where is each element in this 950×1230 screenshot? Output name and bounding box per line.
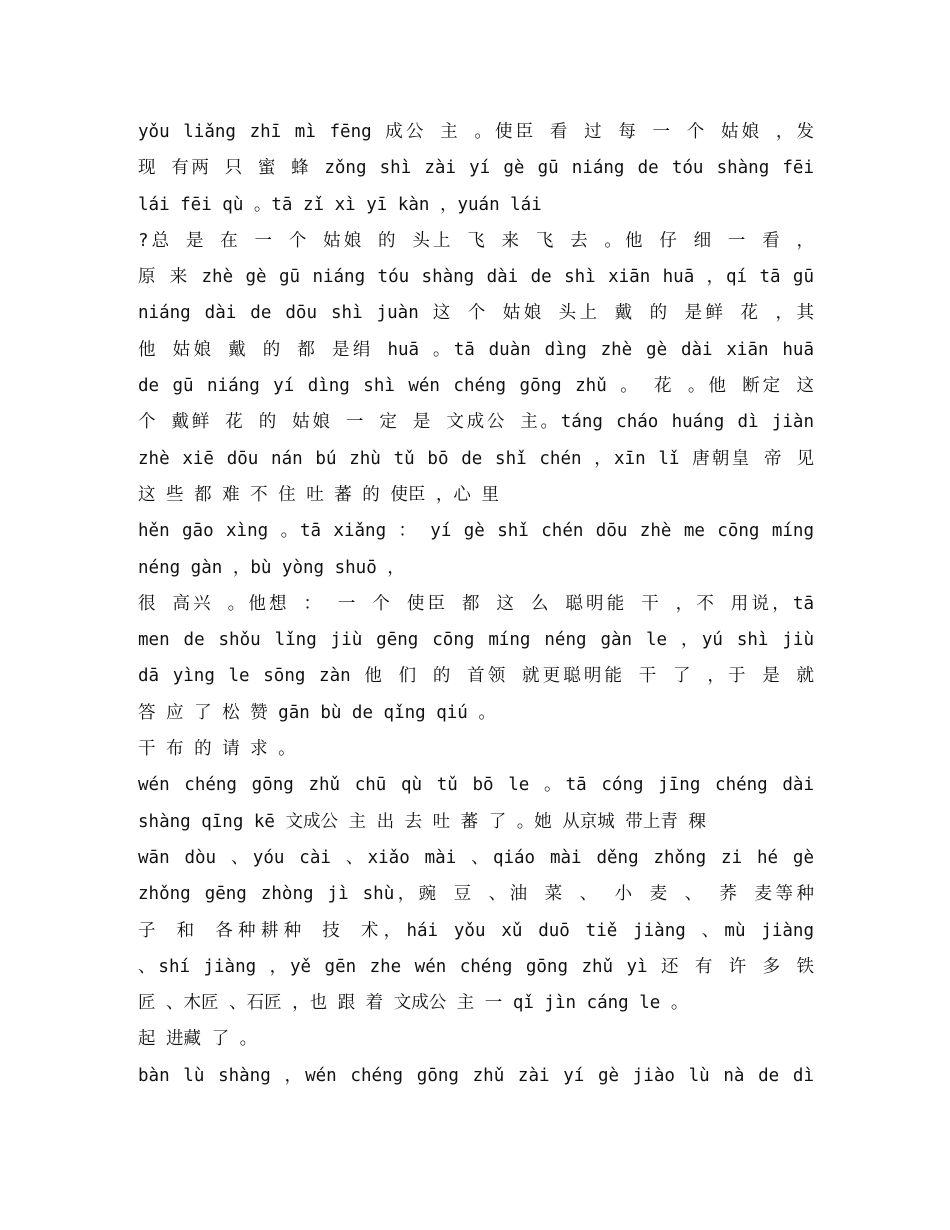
text-line: lái fēi qù 。tā zǐ xì yī kàn ，yuán lái <box>138 194 542 215</box>
text-line: 、shí jiàng ，yě gēn zhe wén chéng gōng zhǔ yì 还 有 许 多 铁 <box>138 956 814 977</box>
body-text <box>138 114 814 1094</box>
text-line: wén chéng gōng zhǔ chū qù tǔ bō le 。tā cóng jīng chéng dài <box>138 775 814 796</box>
text-line: 现 有两 只 蜜 蜂 zǒng shì zài yí gè gū niáng de tóu shàng fēi <box>138 158 814 179</box>
text-line: 个 戴鲜 花 的 姑娘 一 定 是 文成公 主。táng cháo huáng dì jiàn <box>138 412 814 433</box>
text-line: 干 布 的 请 求 。 <box>138 739 296 760</box>
text-line: 匠 、木匠 、石匠 ，也 跟 着 文成公 主 一 qǐ jìn cáng le 。 <box>138 993 689 1014</box>
text-line: 他 姑娘 戴 的 都 是绢 huā 。tā duàn dìng zhè gè dài xiān huā <box>138 339 814 360</box>
text-line: niáng dài de dōu shì juàn 这 个 姑娘 头上 戴 的 是鲜 花 ，其 <box>138 303 814 324</box>
text-line: zhè xiē dōu nán bú zhù tǔ bō de shǐ chén ，xīn lǐ 唐朝皇 帝 见 <box>138 448 814 469</box>
text-line: bàn lù shàng ，wén chéng gōng zhǔ zài yí gè jiào lù nà de dì <box>138 1065 814 1086</box>
text-line: wān dòu 、yóu cài 、xiǎo mài 、qiáo mài děng zhǒng zi hé gè <box>138 847 814 868</box>
text-line: zhǒng gēng zhòng jì shù，豌 豆 、油 菜 、 小 麦 、 荞 麦等种 <box>138 884 814 905</box>
text-line: hěn gāo xìng 。tā xiǎng ： yí gè shǐ chén dōu zhè me cōng míng <box>138 521 814 542</box>
text-line: 答 应 了 松 赞 gān bù de qǐng qiú 。 <box>138 702 496 723</box>
text-line: dā yìng le sōng zàn 他 们 的 首领 就更聪明能 干 了 ，于 是 就 <box>138 666 814 687</box>
text-line: ?总 是 在 一 个 姑娘 的 头上 飞 来 飞 去 。他 仔 细 一 看 ， <box>138 230 814 251</box>
text-line: yǒu liǎng zhī mì fēng 成公 主 。使臣 看 过 每 一 个 姑娘 ，发 <box>138 122 814 142</box>
text-line: 这 些 都 难 不 住 吐 蕃 的 使臣 ，心 里 <box>138 484 499 505</box>
text-line: 起 进藏 了 。 <box>138 1029 258 1050</box>
text-line: néng gàn ，bù yòng shuō ， <box>138 557 405 578</box>
text-line: men de shǒu lǐng jiù gēng cōng míng néng gàn le ，yú shì jiù <box>138 630 814 651</box>
text-line: de gū niáng yí dìng shì wén chéng gōng zhǔ 。 花 。他 断定 这 <box>138 376 814 397</box>
text-line: shàng qīng kē 文成公 主 出 去 吐 蕃 了 。她 从京城 带上青 稞 <box>138 811 706 832</box>
text-line: 原 来 zhè gè gū niáng tóu shàng dài de shì xiān huā ，qí tā gū <box>138 267 814 288</box>
text-line: 子 和 各种耕种 技 术，hái yǒu xǔ duō tiě jiàng 、mù jiàng <box>138 920 814 941</box>
text-line: 很 高兴 。他想 ： 一 个 使臣 都 这 么 聪明能 干 ，不 用说，tā <box>138 593 814 614</box>
